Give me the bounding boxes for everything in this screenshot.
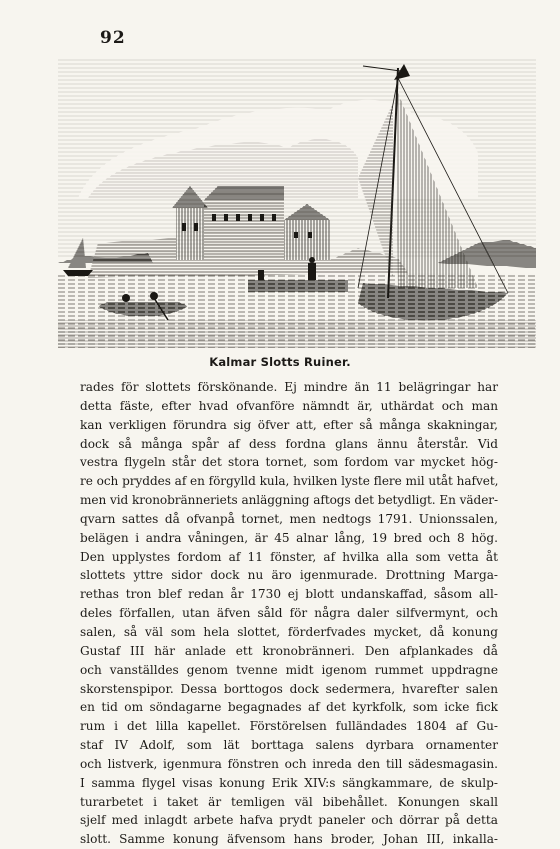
text-line: staf IV Adolf, som lät borttaga salens dyrbara ornamenter — [80, 738, 498, 753]
text-line: re och pryddes af en förgylld kula, hvilken lyste flere mil utåt hafvet, — [80, 474, 499, 489]
text-line: men vid kronobränneriets anläggning aftogs det betydligt. En väder- — [80, 493, 498, 508]
text-line: sjelf med inlagdt arbete hafva prydt paneler och dörrar på detta — [80, 813, 498, 828]
text-line: och vanställdes genom tvenne midt igenom rummet uppdragne — [80, 662, 498, 677]
text-line: kan verkligen förundra sig öfver att, efter så många skakningar, — [80, 417, 498, 432]
text-line: slottets yttre sidor dock nu äro igenmurade. Drottning Marga- — [80, 568, 498, 583]
text-line: slott. Samme konung äfvensom hans broder, Johan III, inkalla- — [80, 832, 498, 847]
text-line: rum i det lilla kapellet. Förstörelsen fulländades 1804 af Gu- — [80, 719, 498, 734]
page-number: 92 — [100, 28, 126, 48]
text-line: Den upplystes fordom af 11 fönster, af hvilka alla som vetta åt — [80, 549, 498, 564]
text-line: Gustaf III här anlade ett kronobränneri. Den afplankades då — [80, 643, 498, 658]
body-text — [80, 378, 498, 849]
text-line: detta fäste, efter hvad ofvanföre nämndt är, uthärdat och man — [80, 398, 498, 413]
text-line: qvarn sattes då ofvanpå tornet, men nedtogs 1791. Unionssalen, — [80, 511, 498, 526]
text-line: salen, så väl som hela slottet, förderfvades mycket, då konung — [80, 624, 498, 639]
illustration-caption: Kalmar Slotts Ruiner. — [209, 355, 351, 369]
text-line: skorstenspipor. Dessa borttogos dock sedermera, hvarefter salen — [80, 681, 498, 696]
text-line: I samma flygel visas konung Erik XIV:s sängkammare, de skulp- — [80, 775, 498, 790]
text-line: belägen i andra våningen, är 45 alnar lång, 19 bred och 8 hög. — [80, 530, 498, 545]
text-line: och listverk, igenmura fönstren och inreda den till sädesmagasin. — [80, 756, 498, 771]
text-line: rades för slottets förskönande. Ej mindre än 11 belägringar har — [80, 380, 498, 394]
text-line: turarbetet i taket är temligen väl bibehållet. Konungen skall — [80, 794, 498, 809]
text-line: dock så många spår af dess fordna glans ännu återstår. Vid — [80, 436, 498, 451]
text-line: rethas tron blef redan år 1730 ej blott undanskaffad, såsom all- — [80, 587, 498, 602]
text-line: vestra flygeln står det stora tornet, som fordom var mycket hög- — [80, 455, 498, 470]
castle-ruins-engraving — [58, 58, 536, 348]
text-line: deles förfallen, utan äfven såld för några daler silfvermynt, och — [80, 606, 498, 621]
text-line: en tid om söndagarne begagnades af det kyrkfolk, som icke fick — [80, 700, 498, 715]
